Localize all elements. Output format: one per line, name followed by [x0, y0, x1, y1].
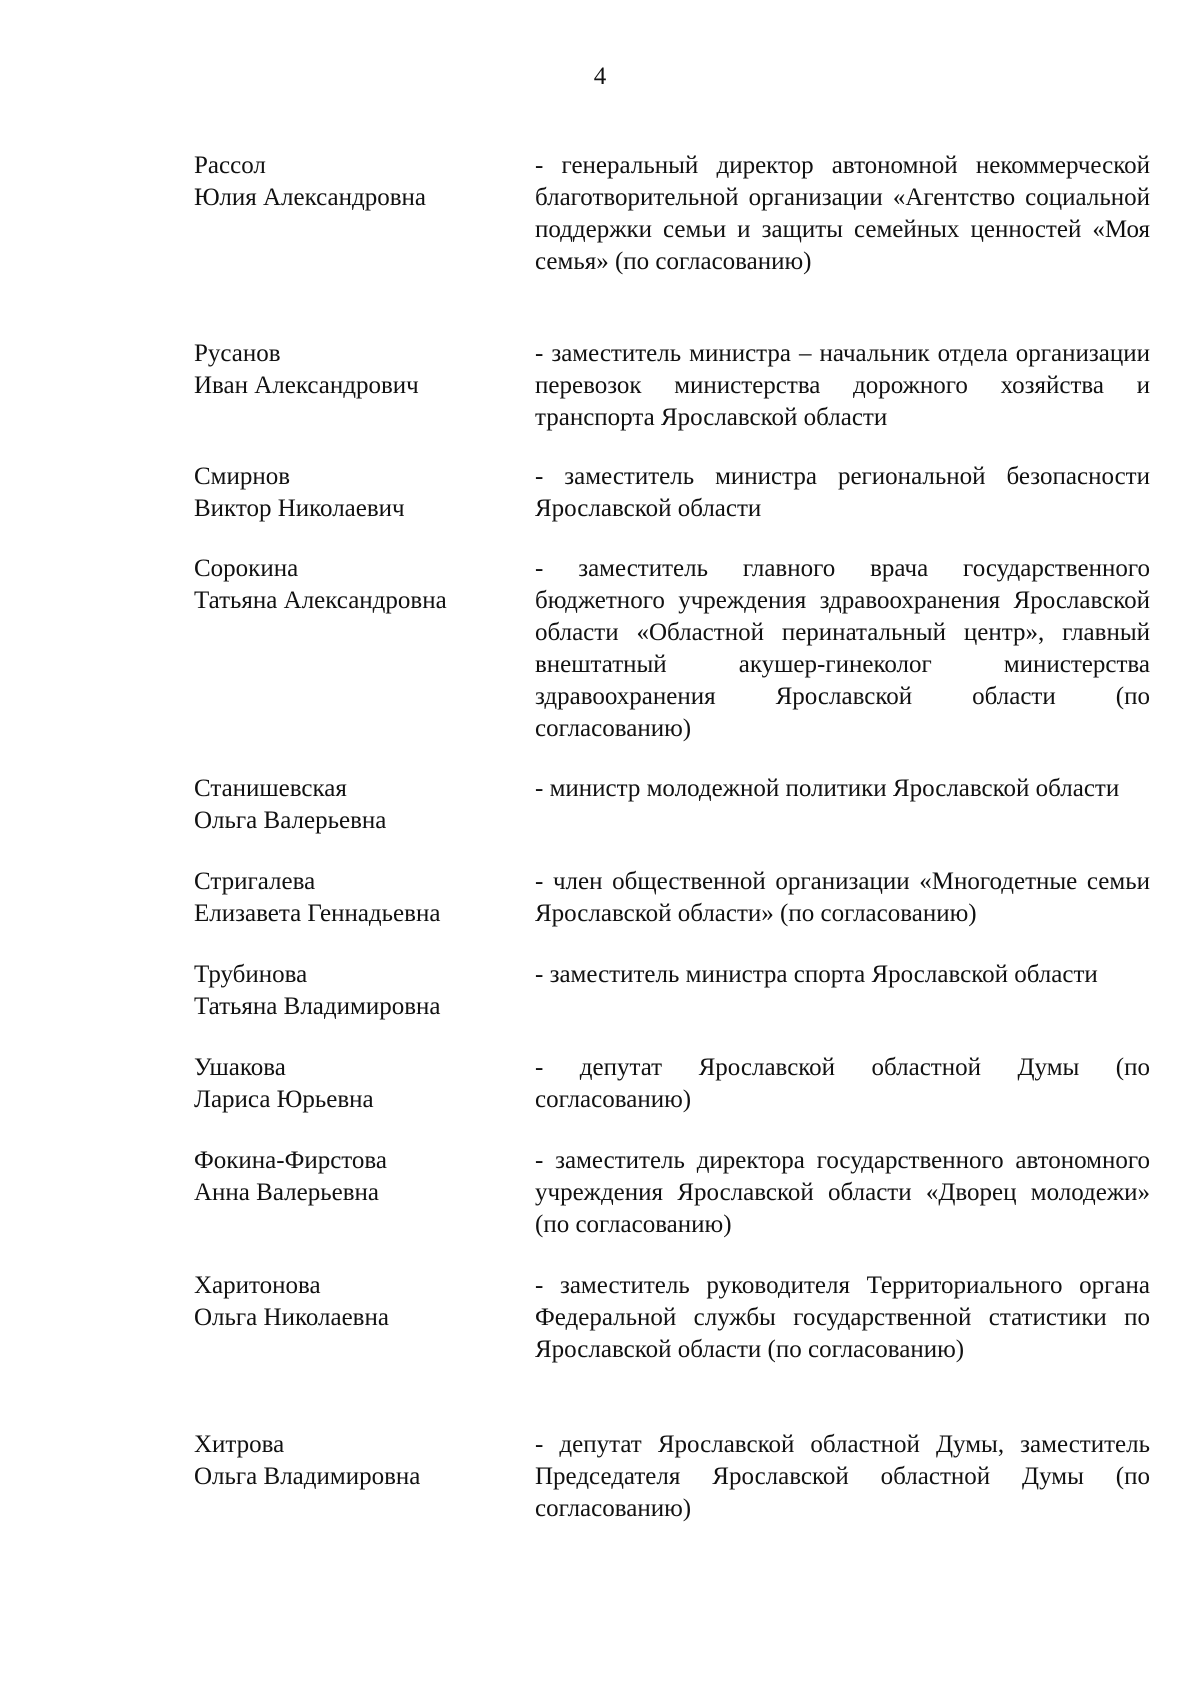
member-name: [194, 866, 514, 930]
member-surname: Стригалева: [194, 868, 316, 895]
member-role: - депутат Ярославской областной Думы (по согласованию): [535, 1054, 1150, 1113]
member-surname: Смирнов: [194, 463, 291, 490]
member-name: [194, 773, 514, 837]
member-name: [194, 1052, 514, 1116]
member-given-name: Ольга Владимировна: [194, 1463, 421, 1490]
member-role: - заместитель директора государственного автономного учреждения Ярославской области «Дворец молодежи» (по согласованию): [535, 1147, 1150, 1238]
member-surname: Хитрова: [194, 1431, 285, 1458]
member-role: - генеральный директор автономной некоммерческой благотворительной организации «Агентство социальной поддержки семьи и защиты семейных ценностей «Моя семья» (по согласованию): [535, 152, 1150, 275]
member-role: - заместитель руководителя Территориального органа Федеральной службы государственной статистики по Ярославской области (по согласованию): [535, 1272, 1150, 1363]
member-given-name: Елизавета Геннадьевна: [194, 900, 441, 927]
member-role: - заместитель министра региональной безопасности Ярославской области: [535, 463, 1150, 522]
member-surname: Русанов: [194, 340, 281, 367]
member-given-name: Анна Валерьевна: [194, 1179, 379, 1206]
member-surname: Фокина-Фирстова: [194, 1147, 387, 1174]
member-given-name: Ольга Николаевна: [194, 1304, 389, 1331]
member-given-name: Татьяна Владимировна: [194, 993, 441, 1020]
member-given-name: Иван Александрович: [194, 372, 419, 399]
member-surname: Рассол: [194, 152, 266, 179]
member-name: [194, 1145, 514, 1209]
member-role: - министр молодежной политики Ярославской области: [535, 775, 1120, 802]
member-role: - заместитель министра – начальник отдела организации перевозок министерства дорожного хозяйства и транспорта Ярославской области: [535, 340, 1150, 431]
member-role: - заместитель министра спорта Ярославской области: [535, 961, 1098, 988]
member-given-name: Виктор Николаевич: [194, 495, 405, 522]
member-role: - член общественной организации «Многодетные семьи Ярославской области» (по согласованию): [535, 868, 1150, 927]
member-given-name: Ольга Валерьевна: [194, 807, 387, 834]
member-surname: Трубинова: [194, 961, 308, 988]
member-name: [194, 150, 514, 214]
member-name: [194, 959, 514, 1023]
member-role: - депутат Ярославской областной Думы, заместитель Председателя Ярославской областной Думы (по согласованию): [535, 1431, 1150, 1522]
member-role: - заместитель главного врача государственного бюджетного учреждения здравоохранения Ярославской области «Областной перинатальный центр», главный внештатный акушер-гинеколог министерства здравоохранения Ярославской области (по согласованию): [535, 555, 1150, 742]
member-surname: Станишевская: [194, 775, 347, 802]
member-name: [194, 461, 514, 525]
member-surname: Сорокина: [194, 555, 299, 582]
member-name: [194, 1270, 514, 1334]
member-surname: Харитонова: [194, 1272, 321, 1299]
member-surname: Ушакова: [194, 1054, 286, 1081]
member-name: [194, 338, 514, 402]
member-given-name: Юлия Александровна: [194, 184, 426, 211]
page-number: 4: [593, 63, 607, 90]
member-name: [194, 553, 514, 617]
member-given-name: Лариса Юрьевна: [194, 1086, 374, 1113]
member-given-name: Татьяна Александровна: [194, 587, 447, 614]
member-name: [194, 1429, 514, 1493]
